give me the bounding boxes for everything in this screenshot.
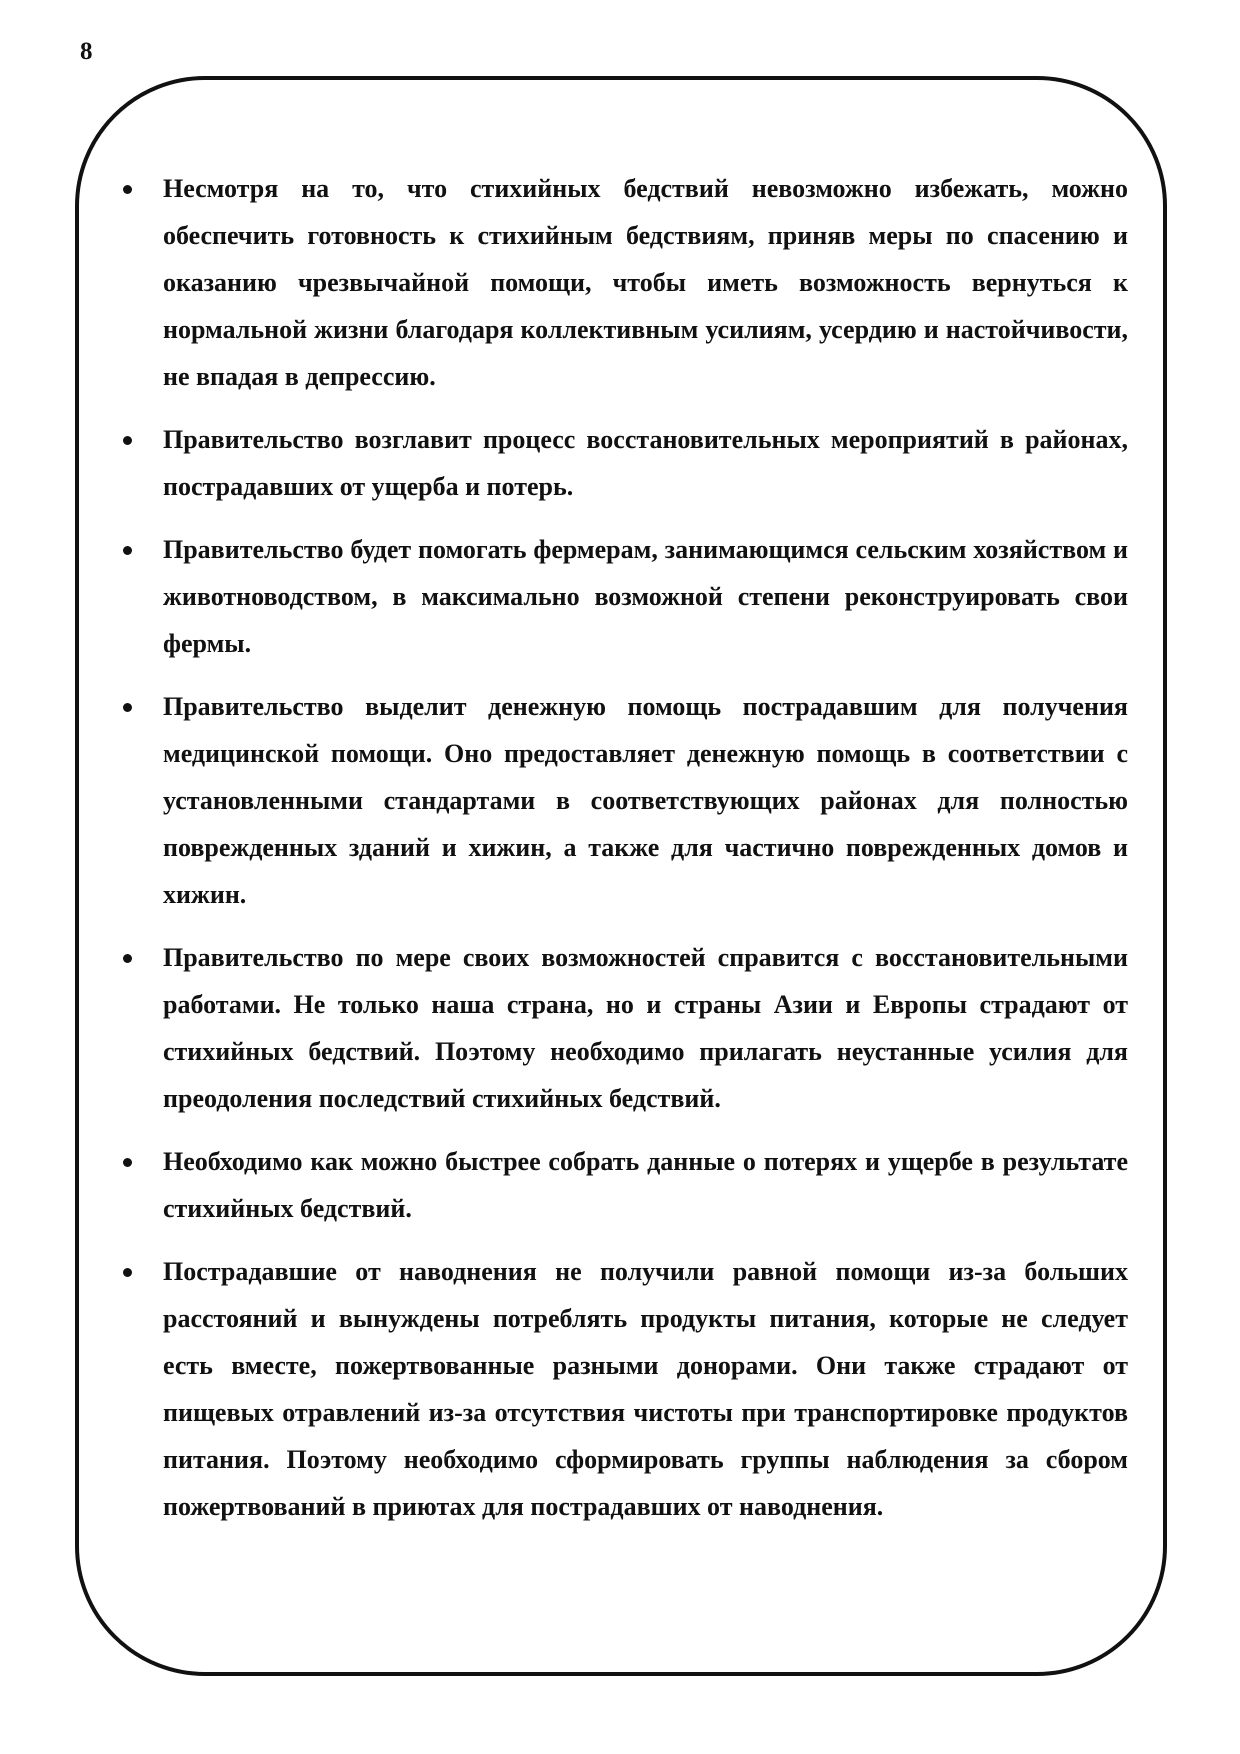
bullet-icon bbox=[123, 703, 132, 712]
bullet-text: Несмотря на то, что стихийных бедствий невозможно избежать, можно обеспечить готовность к стихийным бедствиям, приняв меры по спасению и оказанию чрезвычайной помощи, чтобы иметь возможность вернуться к нормальной жизни благодаря коллективным усилиям, усердию и настойчивости, не впадая в депрессию. bbox=[163, 174, 1128, 391]
list-item bbox=[118, 165, 1128, 400]
bullet-icon bbox=[123, 954, 132, 963]
list-item bbox=[118, 1248, 1128, 1530]
bullet-text: Правительство возглавит процесс восстановительных мероприятий в районах, пострадавших от ущерба и потерь. bbox=[163, 425, 1128, 501]
list-item bbox=[118, 683, 1128, 918]
bullet-icon bbox=[123, 185, 132, 194]
bullet-text: Правительство выделит денежную помощь пострадавшим для получения медицинской помощи. Оно предоставляет денежную помощь в соответствии с установленными стандартами в соответствующих районах для полностью поврежденных зданий и хижин, а также для частично поврежденных домов и хижин. bbox=[163, 692, 1128, 909]
bullet-icon bbox=[123, 1158, 132, 1167]
bullet-list bbox=[118, 165, 1128, 1546]
bullet-text: Правительство будет помогать фермерам, занимающимся сельским хозяйством и животноводством, в максимально возможной степени реконструировать свои фермы. bbox=[163, 535, 1128, 658]
bullet-icon bbox=[123, 546, 132, 555]
list-item bbox=[118, 1138, 1128, 1232]
bullet-text: Необходимо как можно быстрее собрать данные о потерях и ущербе в результате стихийных бедствий. bbox=[163, 1147, 1128, 1223]
bullet-text: Пострадавшие от наводнения не получили равной помощи из-за больших расстояний и вынуждены потреблять продукты питания, которые не следует есть вместе, пожертвованные разными донорами. Они также страдают от пищевых отравлений из-за отсутствия чистоты при транспортировке продуктов питания. Поэтому необходимо сформировать группы наблюдения за сбором пожертвований в приютах для пострадавших от наводнения. bbox=[163, 1257, 1128, 1521]
bullet-text: Правительство по мере своих возможностей справится с восстановительными работами. Не только наша страна, но и страны Азии и Европы страдают от стихийных бедствий. Поэтому необходимо прилагать неустанные усилия для преодоления последствий стихийных бедствий. bbox=[163, 943, 1128, 1113]
list-item bbox=[118, 526, 1128, 667]
bullet-icon bbox=[123, 1268, 132, 1277]
list-item bbox=[118, 416, 1128, 510]
bullet-icon bbox=[123, 436, 132, 445]
list-item bbox=[118, 934, 1128, 1122]
page-number: 8 bbox=[80, 38, 93, 65]
